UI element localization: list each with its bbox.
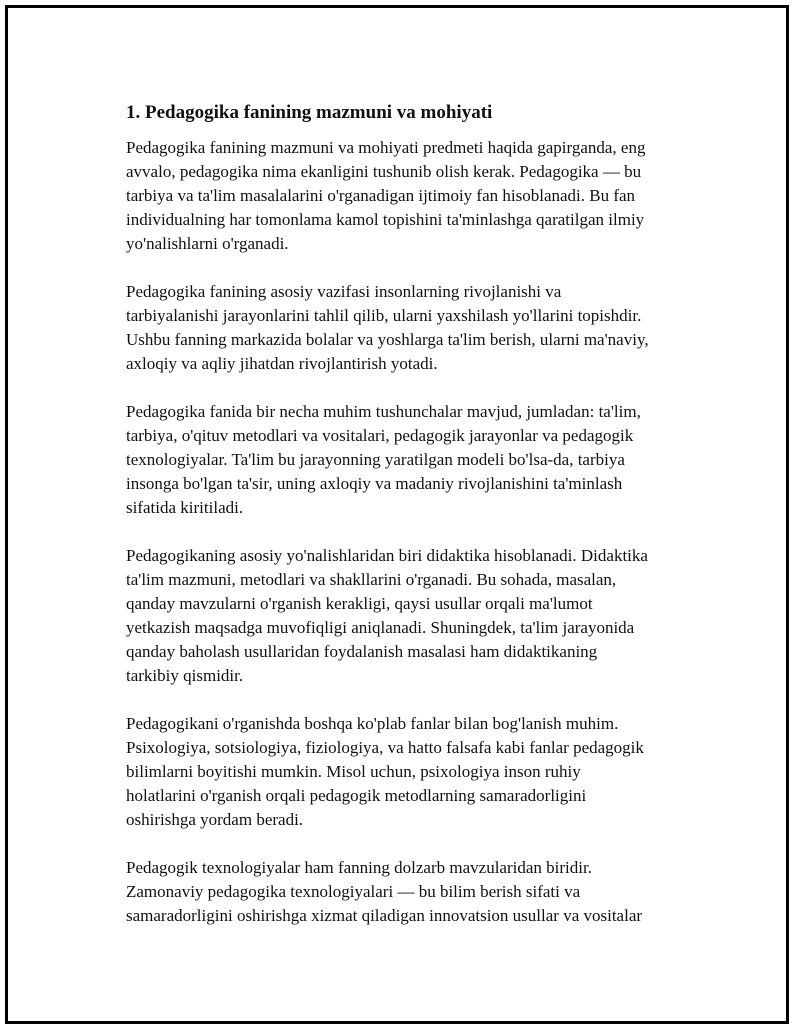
paragraph-6: [126, 856, 698, 928]
text-line: Ushbu fanning markazida bolalar va yoshlarga ta'lim berish, ularni ma'naviy,: [126, 330, 649, 349]
paragraph-2: [126, 280, 698, 376]
text-line: Zamonaviy pedagogika texnologiyalari — bu bilim berish sifati va: [126, 882, 581, 901]
text-line: Psixologiya, sotsiologiya, fiziologiya, va hatto falsafa kabi fanlar pedagogik: [126, 738, 644, 757]
text-line: Pedagogika fanining mazmuni va mohiyati predmeti haqida gapirganda, eng: [126, 138, 646, 157]
text-line: samaradorligini oshirishga xizmat qiladigan innovatsion usullar va vositalar: [126, 906, 643, 925]
text-line: axloqiy va aqliy jihatdan rivojlantirish yotadi.: [126, 354, 438, 373]
text-line: qanday baholash usullaridan foydalanish masalasi ham didaktikaning: [126, 642, 598, 661]
text-line: Pedagogikaning asosiy yo'nalishlaridan biri didaktika hisoblanadi. Didaktika: [126, 546, 648, 565]
text-line: sifatida kiritiladi.: [126, 498, 244, 517]
text-line: tarbiyalanishi jarayonlarini tahlil qilib, ularni yaxshilash yo'llarini topishdir.: [126, 306, 642, 325]
text-line: tarbiya va ta'lim masalalarini o'rganadigan ijtimoiy fan hisoblanadi. Bu fan: [126, 186, 636, 205]
text-line: Pedagogika fanining asosiy vazifasi insonlarning rivojlanishi va: [126, 282, 562, 301]
paragraph-5: [126, 712, 698, 832]
text-line: Pedagogikani o'rganishda boshqa ko'plab fanlar bilan bog'lanish muhim.: [126, 714, 619, 733]
text-line: yetkazish maqsadga muvofiqligi aniqlanadi. Shuningdek, ta'lim jarayonida: [126, 618, 635, 637]
text-line: avvalo, pedagogika nima ekanligini tushunib olish kerak. Pedagogika — bu: [126, 162, 642, 181]
text-line: holatlarini o'rganish orqali pedagogik metodlarning samaradorligini: [126, 786, 587, 805]
text-line: insonga bo'lgan ta'sir, uning axloqiy va madaniy rivojlanishini ta'minlash: [126, 474, 623, 493]
text-line: individualning har tomonlama kamol topishini ta'minlashga qaratilgan ilmiy: [126, 210, 645, 229]
text-line: Pedagogik texnologiyalar ham fanning dolzarb mavzularidan biridir.: [126, 858, 592, 877]
text-line: ta'lim mazmuni, metodlari va shakllarini o'rganadi. Bu sohada, masalan,: [126, 570, 617, 589]
paragraph-4: [126, 544, 698, 688]
document-title: 1. Pedagogika fanining mazmuni va mohiyati: [126, 102, 493, 123]
document-body: [126, 100, 698, 952]
paragraph-3: [126, 400, 698, 520]
text-line: tarbiya, o'qituv metodlari va vositalari, pedagogik jarayonlar va pedagogik: [126, 426, 634, 445]
text-line: texnologiyalar. Ta'lim bu jarayonning yaratilgan modeli bo'lsa-da, tarbiya: [126, 450, 625, 469]
text-line: Pedagogika fanida bir necha muhim tushunchalar mavjud, jumladan: ta'lim,: [126, 402, 641, 421]
page-frame: [5, 5, 789, 1024]
text-line: bilimlarni boyitishi mumkin. Misol uchun, psixologiya inson ruhiy: [126, 762, 581, 781]
text-line: oshirishga yordam beradi.: [126, 810, 304, 829]
text-line: yo'nalishlarni o'rganadi.: [126, 234, 289, 253]
text-line: tarkibiy qismidir.: [126, 666, 244, 685]
text-line: qanday mavzularni o'rganish kerakligi, qaysi usullar orqali ma'lumot: [126, 594, 593, 613]
paragraph-1: [126, 136, 698, 256]
